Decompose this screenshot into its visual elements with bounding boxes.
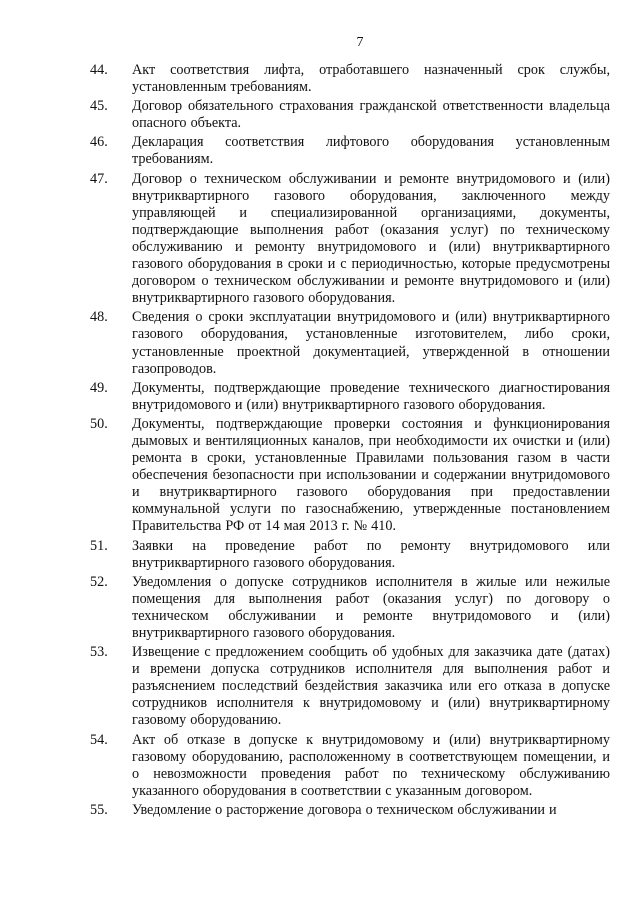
list-item-text: Декларация соответствия лифтового оборудования установленным требованиям. bbox=[132, 134, 610, 168]
list-item-text: Акт соответствия лифта, отработавшего назначенный срок службы, установленным требованиям. bbox=[132, 62, 610, 96]
list-item bbox=[90, 62, 610, 96]
list-item-text: Сведения о сроки эксплуатации внутридомового и (или) внутриквартирного газового оборудования, установленные изготовителем, либо сроки, установленные проектной документацией, утвержденной в отношении газопроводов. bbox=[132, 309, 610, 377]
list-item bbox=[90, 538, 610, 572]
list-item-text: Уведомления о допуске сотрудников исполнителя в жилые или нежилые помещения для выполнения работ (оказания услуг) по договору о техническом обслуживании и ремонте внутридомового и (или) внутриквартирного газового оборудования. bbox=[132, 573, 610, 641]
page-number: 7 bbox=[356, 35, 364, 50]
list-item bbox=[90, 732, 610, 800]
list-item-text: Договор о техническом обслуживании и ремонте внутридомового и (или) внутриквартирного газового оборудования, заключенного между управляющей и специализированной организациями, документы, подтверждающие выполнения работ (оказания услуг) по техническому обслуживанию и ремонту внутридомового и (или) внутриквартирного газового оборудования в сроки и с периодичностью, которые предусмотрены договором о техническом обслуживании и ремонте внутридомового и (или) внутриквартирного газового оборудования. bbox=[132, 170, 610, 307]
list-item bbox=[90, 416, 610, 536]
list-item bbox=[90, 309, 610, 377]
list-item-text: Заявки на проведение работ по ремонту внутридомового или внутриквартирного газового оборудования. bbox=[132, 537, 610, 571]
list-item-number: 49. bbox=[90, 379, 108, 396]
list-item-number: 46. bbox=[90, 134, 108, 151]
list-item bbox=[90, 134, 610, 168]
list-item-text: Извещение с предложением сообщить об удобных для заказчика дате (датах) и времени допуска сотрудников исполнителя для выполнения работ и разъяснением последствий бездействия заказчика или его отказа в допуске сотрудников исполнителя к внутридомовому и (или) внутриквартирному газовому оборудованию. bbox=[132, 644, 610, 729]
list-item bbox=[90, 644, 610, 729]
list-item-text: Документы, подтверждающие проверки состояния и функционирования дымовых и вентиляционных каналов, при необходимости их очистки и (или) ремонта в сроки, установленные Правилами пользования газом в части обеспечения безопасности при использовании и содержании внутридомового и внутриквартирного газового оборудования при предоставлении коммунальной услуги по газоснабжению, утвержденные постановлением Правительства РФ от 14 мая 2013 г. № 410. bbox=[132, 415, 610, 535]
list-item bbox=[90, 574, 610, 642]
list-item-number: 44. bbox=[90, 62, 108, 78]
list-item-number: 51. bbox=[90, 537, 108, 554]
list-item-number: 45. bbox=[90, 98, 108, 115]
list-item-number: 48. bbox=[90, 309, 108, 326]
list-item-number: 55. bbox=[90, 801, 108, 818]
list-item-number: 47. bbox=[90, 170, 108, 187]
list-item bbox=[90, 98, 610, 132]
list-item-number: 53. bbox=[90, 644, 108, 661]
numbered-list bbox=[90, 62, 610, 819]
list-item bbox=[90, 380, 610, 414]
list-item-text: Документы, подтверждающие проведение технического диагностирования внутридомового и (или) внутриквартирного газового оборудования. bbox=[132, 379, 610, 413]
list-item-number: 52. bbox=[90, 573, 108, 590]
list-item-text: Договор обязательного страхования гражданской ответственности владельца опасного объекта. bbox=[132, 98, 610, 132]
list-item bbox=[90, 802, 610, 819]
list-item-number: 54. bbox=[90, 731, 108, 748]
list-item-text: Уведомление о расторжение договора о техническом обслуживании и bbox=[132, 801, 557, 818]
list-item-text: Акт об отказе в допуске к внутридомовому и (или) внутриквартирному газовому оборудованию, расположенному в соответствующем помещении, и о невозможности проведения работ по техническому обслуживанию указанного оборудования в соответствии с указанным договором. bbox=[132, 731, 610, 799]
list-item-number: 50. bbox=[90, 415, 108, 432]
list-item bbox=[90, 171, 610, 308]
